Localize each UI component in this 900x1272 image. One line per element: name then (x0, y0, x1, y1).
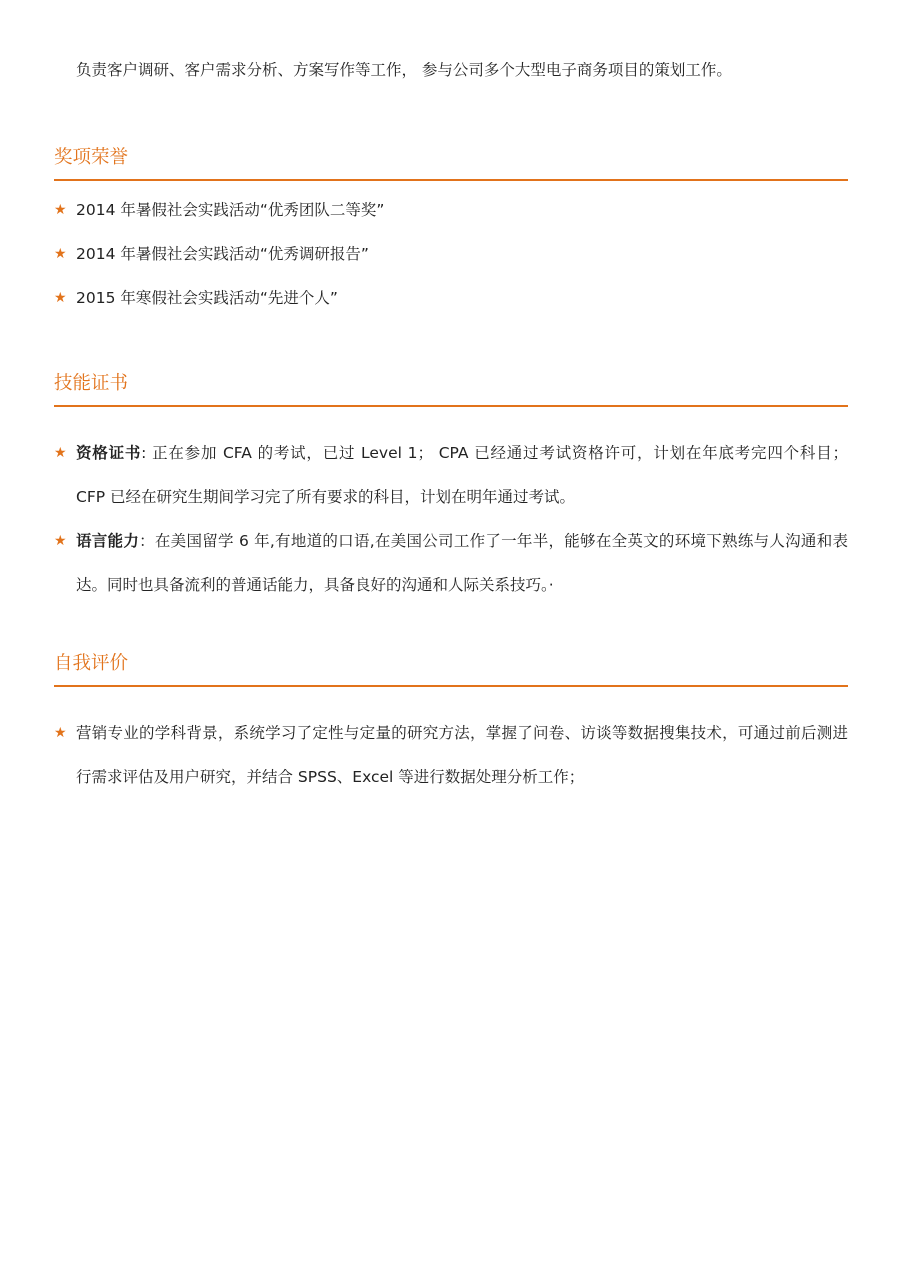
list-item (54, 711, 848, 799)
section-divider (54, 179, 848, 181)
star-icon: ★ (54, 533, 67, 549)
section-divider (54, 405, 848, 407)
award-text: 2014 年暑假社会实践活动“优秀调研报告” (76, 245, 369, 263)
skill-paragraph (76, 431, 848, 519)
skill-label: 语言能力 (76, 532, 140, 550)
skill-description: ：在美国留学 6 年,有地道的口语,在美国公司工作了一年半，能够在全英文的环境下熟练与人沟通和表达。同时也具备流利的普通话能力，具备良好的沟通和人际关系技巧。· (76, 532, 848, 594)
self-evaluation-text: 营销专业的学科背景，系统学习了定性与定量的研究方法，掌握了问卷、访谈等数据搜集技术，可通过前后测进行需求评估及用户研究，并结合 SPSS、Excel 等进行数据处理分析工作； (76, 724, 848, 786)
list-item (54, 431, 848, 519)
award-text: 2015 年寒假社会实践活动“先进个人” (76, 289, 338, 307)
skill-description: : 正在参加 CFA 的考试，已过 Level 1； CPA 已经通过考试资格许可，计划在年底考完四个科目； CFP 已经在研究生期间学习完了所有要求的科目，计划在明年通过考试。 (76, 444, 848, 506)
list-item (54, 232, 848, 276)
section-divider (54, 685, 848, 687)
star-icon: ★ (54, 725, 67, 741)
star-icon: ★ (54, 202, 67, 218)
star-icon: ★ (54, 290, 67, 306)
list-item (54, 188, 848, 232)
self-evaluation-title: 自我评价 (54, 653, 129, 674)
star-icon: ★ (54, 246, 67, 262)
list-item (54, 519, 848, 607)
skills-title: 技能证书 (54, 373, 129, 394)
star-icon: ★ (54, 445, 67, 461)
self-evaluation-list (54, 711, 848, 799)
awards-list (54, 188, 848, 320)
awards-title: 奖项荣誉 (54, 147, 129, 168)
awards-section (54, 145, 848, 320)
skill-paragraph (76, 519, 848, 607)
intro-paragraph: 负责客户调研、客户需求分析、方案写作等工作， 参与公司多个大型电子商务项目的策划工作。 (76, 61, 732, 79)
list-item (54, 276, 848, 320)
skill-label: 资格证书 (76, 444, 142, 462)
self-evaluation-section (54, 651, 848, 799)
skills-list (54, 431, 848, 607)
skills-section (54, 371, 848, 607)
award-text: 2014 年暑假社会实践活动“优秀团队二等奖” (76, 201, 385, 219)
